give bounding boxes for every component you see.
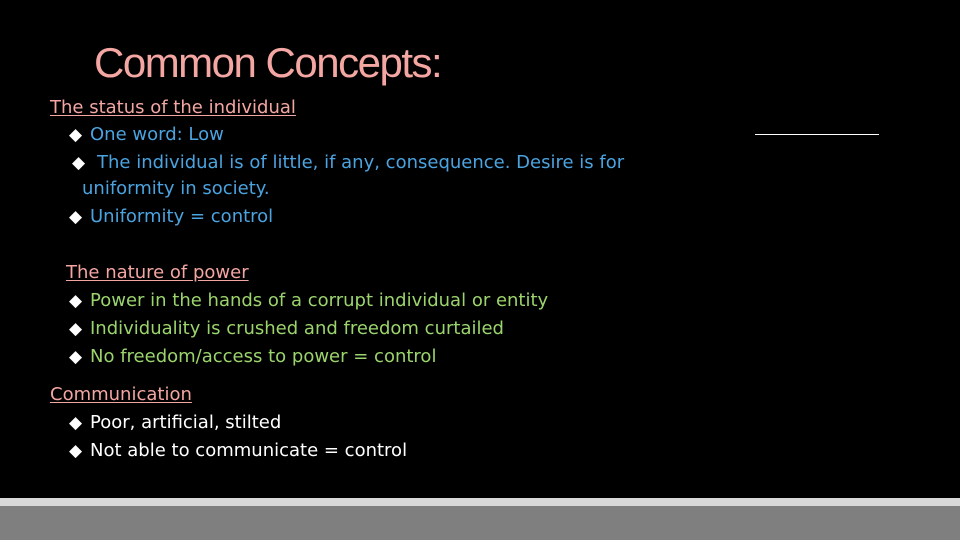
footer-band-light [0,498,960,506]
decorative-line [755,134,879,135]
bullet-text: Not able to communicate = control [90,440,408,461]
footer-band-dark [0,506,960,540]
bullet-text: Power in the hands of a corrupt individual or entity [90,290,549,311]
diamond-icon: ◆ [68,413,83,433]
section-heading-communication: Communication [50,384,192,405]
bullet-item [67,287,548,315]
bullet-item [67,121,224,149]
bullet-text: One word: Low [90,124,224,145]
bullet-item [67,437,407,465]
diamond-icon: ◆ [68,125,83,145]
section-heading-individual: The status of the individual [50,97,296,118]
bullet-text: No freedom/access to power = control [90,346,437,367]
bullet-item [67,203,273,231]
bullet-text: Poor, artificial, stilted [90,412,282,433]
bullet-text: The individual is of little, if any, consequence. Desire is for uniformity in society. [82,152,625,199]
slide-title: Common Concepts: [94,39,442,86]
diamond-icon: ◆ [71,153,86,173]
section-heading-power: The nature of power [66,262,249,283]
diamond-icon: ◆ [68,207,83,227]
diamond-icon: ◆ [68,347,83,367]
bullet-item [67,343,436,371]
bullet-item [67,150,702,202]
diamond-icon: ◆ [68,291,83,311]
diamond-icon: ◆ [68,319,83,339]
bullet-text: Uniformity = control [90,206,274,227]
diamond-icon: ◆ [68,441,83,461]
bullet-item [67,409,281,437]
bullet-item [67,315,504,343]
bullet-text: Individuality is crushed and freedom curtailed [90,318,504,339]
